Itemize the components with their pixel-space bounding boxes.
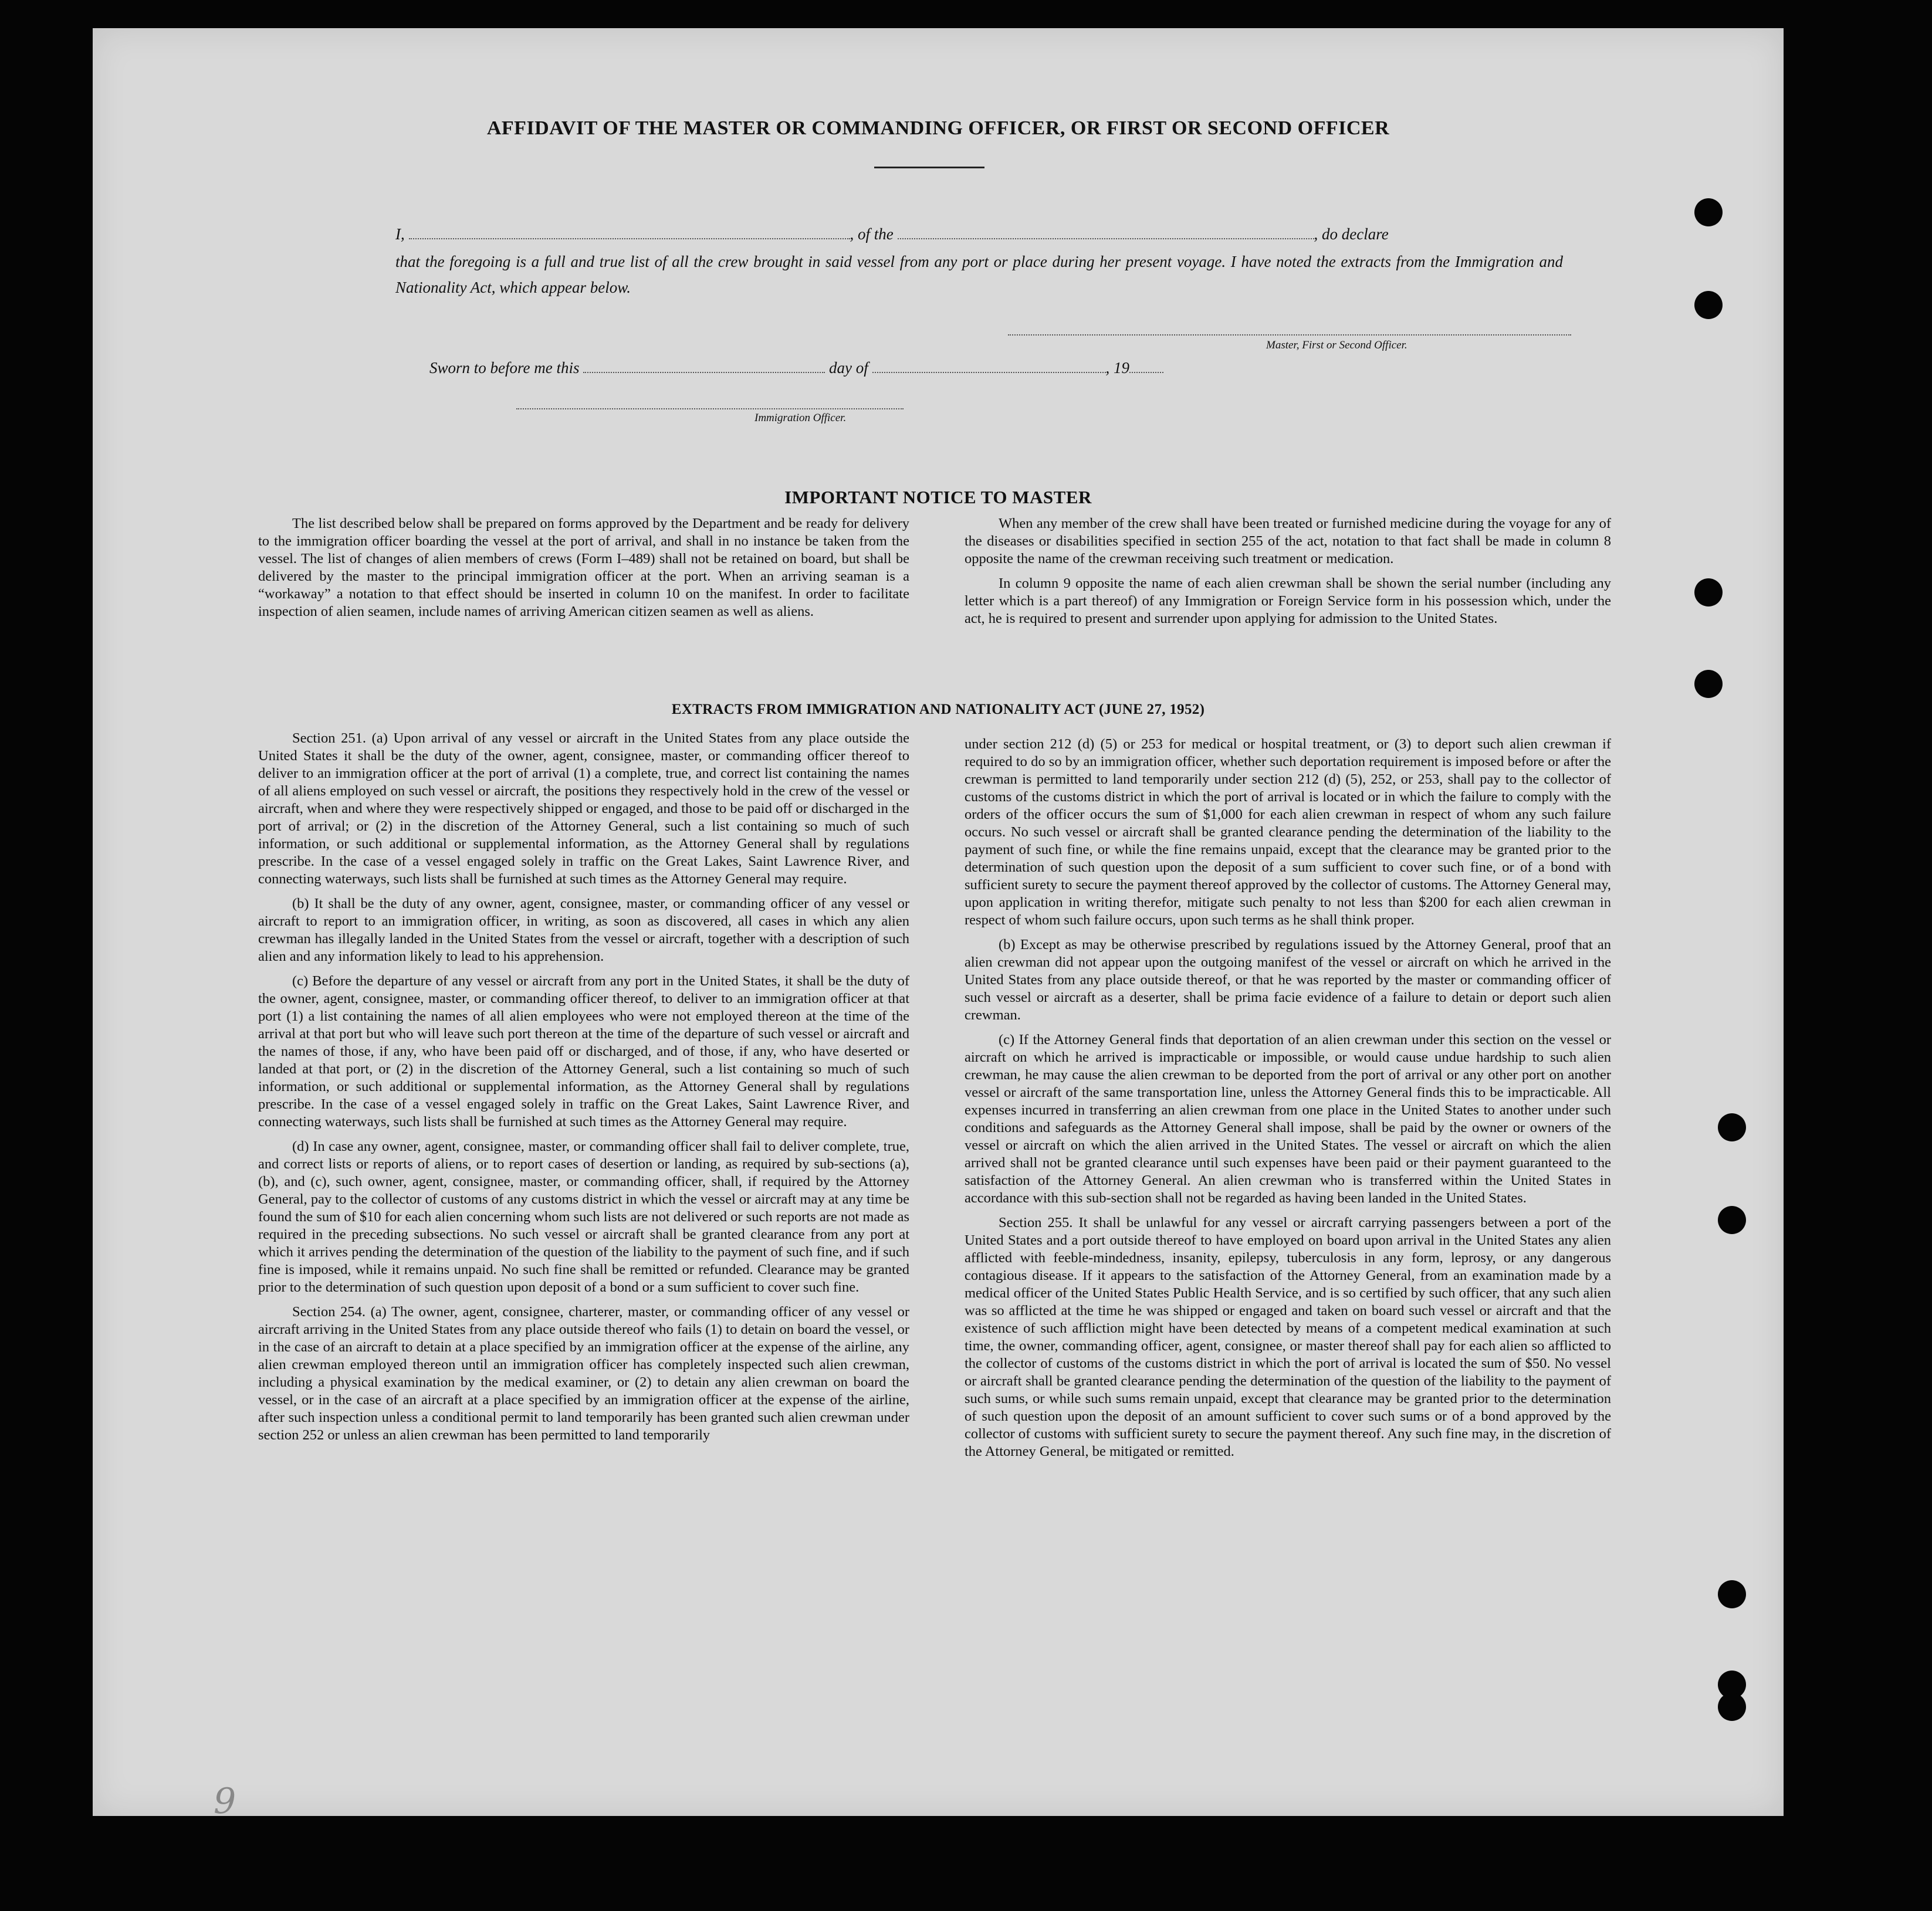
extracts-left-column [258, 730, 909, 1451]
punch-hole [1694, 291, 1723, 319]
notice-left-column [258, 515, 909, 628]
vessel-name-field[interactable] [898, 226, 1314, 239]
section-254-b: (b) Except as may be otherwise prescribed by regulations issued by the Attorney General, proof that an alien crewman did not appear upon the outgoing manifest of the vessel or aircraft on which he arrived in the United States from any place outside thereof, or that he was reported by the master or commanding officer of such vessel or aircraft as a deserter, shall be prima facie evidence of a failure to detain or deport such alien crewman. [965, 937, 1611, 1023]
section-255: Section 255. It shall be unlawful for any vessel or aircraft carrying passengers between a port of the United States and a port outside thereof to have employed on board upon arrival in the United States any alien afflicted with feeble-mindedness, insanity, epilepsy, tuberculosis in any form, leprosy, or any dangerous contagious disease. If it appears to the satisfaction of the Attorney General, from an examination made by a medical officer of the United States Public Health Service, and is so certified by such officer, that any such alien was so afflicted at the time he was shipped or engaged and taken on board such vessel or aircraft and that the existence of such affliction might have been detected by means of a competent medical examination at such time, the owner, commanding officer, agent, consignee, or master thereof shall pay for each alien so afflicted to the collector of customs of the customs district in which the port of arrival is located the sum of $50. No vessel or aircraft shall be granted clearance pending the determination of the question of the liability to the payment of such sums, or while such sums remain unpaid, except that clearance may be granted prior to the determination of such question upon the deposit of an amount sufficient to cover such sums or of a bond approved by the collector of customs with sufficient surety to secure the payment thereof. Any such fine may, in the discretion of the Attorney General, be mitigated or remitted. [965, 1215, 1611, 1459]
of-the-label: , of the [850, 225, 894, 243]
section-254-a-continued: under section 212 (d) (5) or 253 for medical or hospital treatment, or (3) to deport such alien crewman if required to do so by an immigration officer, whether such deportation requirement is imposed before or after the crewman is permitted to land temporarily under section 212 (d) (5), 252, or 253, shall pay to the collector of customs of the customs district in which the port of arrival is located or in which the failure to comply with the orders of the officer occurs the sum of $1,000 for each alien crewman in respect of whom any such failure occurs. No such vessel or aircraft shall be granted clearance pending the determination of the liability to the payment of such fine, or while the fine remains unpaid, except that the clearance may be granted prior to the determination of such question upon the deposit of a sum sufficient to cover such fine, or of a bond with sufficient surety to secure the payment thereof approved by the collector of customs. The Attorney General may, upon application in writing therefor, mitigate such penalty to not less than $200 for each alien crewman in respect of whom such failure occurs, upon such terms as he shall think proper. [965, 736, 1611, 928]
section-254-a: Section 254. (a) The owner, agent, consignee, charterer, master, or commanding officer of any vessel or aircraft arriving in the United States from any place outside thereof who fails (1) to detain on board the vessel, or in the case of an aircraft to detain at a place specified by an immigration officer at the expense of the airline, any alien crewman employed thereon until an immigration officer has completely inspected such alien crewman, including a physical examination by the medical examiner, or (2) to detain any alien crewman on board the vessel, or in the case of an aircraft at a place specified by an immigration officer at the expense of the airline, after such inspection unless a conditional permit to land temporarily has been granted such alien crewman under section 252 or unless an alien crewman has been permitted to land temporarily [258, 1304, 909, 1443]
punch-hole [1718, 1693, 1746, 1721]
punch-hole [1718, 1580, 1746, 1608]
handwritten-page-number: 9 [214, 1781, 236, 1822]
section-251-b: (b) It shall be the duty of any owner, agent, consignee, master, or commanding officer of any vessel or aircraft to report to an immigration officer, in writing, as soon as discovered, all cases in which any alien crewman has illegally landed in the United States from the vessel or aircraft, together with a description of such alien and any information likely to lead to his apprehension. [258, 896, 909, 964]
extracts-right-column [965, 736, 1611, 1468]
section-251-d: (d) In case any owner, agent, consignee, master, or commanding officer shall fail to deliver complete, true, and correct lists or reports of aliens, or to report cases of desertion or landing, as required by sub-sections (a), (b), and (c), such owner, agent, consignee, master, or commanding officer, shall, if required by the Attorney General, pay to the collector of customs of any customs district in which the vessel or aircraft may at any time be found the sum of $10 for each alien concerning whom such lists are not delivered or such reports are not made as required in the preceding subsections. No such vessel or aircraft shall be granted clearance from any port at which it arrives pending the determination of the question of the liability to the payment of such fine, and if such fine is imposed, while it remains unpaid. No such fine shall be remitted or refunded. Clearance may be granted prior to the determination of such question upon deposit of a bond or a sum sufficient to cover such fine. [258, 1139, 909, 1295]
punch-hole [1694, 670, 1723, 698]
notice-right-paragraph: When any member of the crew shall have been treated or furnished medicine during the voyage for any of the diseases or disabilities specified in section 255 of the act, notation to that fact shall be made in column 8 opposite the name of the crewman receiving such treatment or medication. [965, 516, 1611, 567]
officer-signature-label: Immigration Officer. [754, 412, 847, 424]
sworn-label: Sworn to before me this [429, 359, 580, 377]
sworn-year-field[interactable] [1129, 360, 1163, 373]
punch-hole [1694, 578, 1723, 606]
notice-left-paragraph: The list described below shall be prepared on forms approved by the Department and be ready for delivery to the immigration officer boarding the vessel at the port of arrival, and shall in no instance be taken from the vessel. The list of changes of alien members of crews (Form I–489) shall not be retained on board, but shall be delivered by the master to the principal immigration officer at the port. When an arriving seaman is a “workaway” a notation to that effect should be inserted in column 10 on the manifest. In order to facilitate inspection of alien seamen, include names of arriving American citizen seamen as well as aliens. [258, 516, 909, 619]
notice-right-column [965, 515, 1611, 635]
section-254-c: (c) If the Attorney General finds that deportation of an alien crewman under this section on the vessel or aircraft on which he arrived is impracticable or impossible, or would cause undue hardship to such alien crewman, he may cause the alien crewman to be deported from the port of arrival or any other port on another vessel or aircraft of the same transportation line, unless the Attorney General finds this to be impracticable. All expenses incurred in transferring an alien crewman from one place in the United States to another under such conditions and safeguards as the Attorney General shall impose, shall be paid by the owner or owners of the vessel or aircraft on which the alien arrived in the United States. The vessel or aircraft on which the alien arrived shall not be granted clearance until such expenses have been paid or their payment guaranteed to the satisfaction of the Attorney General. An alien crewman who is transferred within the United States in accordance with this sub-section shall not be regarded as having been landed in the United States. [965, 1032, 1611, 1206]
master-signature-label: Master, First or Second Officer. [1266, 339, 1407, 351]
declaration-text: that the foregoing is a full and true list of all the crew brought in said vessel from any port or place during her present voyage. I have noted the extracts from the Immigration and Nationality Act, which appear below. [395, 253, 1563, 296]
sworn-line [429, 359, 1163, 377]
punch-hole [1718, 1206, 1746, 1234]
affidavit-title: AFFIDAVIT OF THE MASTER OR COMMANDING OFFICER, OR FIRST OR SECOND OFFICER [486, 117, 1390, 139]
title-divider [874, 167, 984, 168]
officer-signature-line[interactable] [516, 408, 904, 409]
document-page [93, 28, 1784, 1816]
sworn-month-field[interactable] [872, 360, 1106, 373]
notice-right-paragraph: In column 9 opposite the name of each alien crewman shall be shown the serial number (including any letter which is a part thereof) of any Immigration or Foreign Service form in his possession which, under the act, he is required to present and surrender upon applying for admission to the United States. [965, 575, 1611, 626]
day-of-label: day of [829, 359, 868, 377]
punch-hole [1694, 198, 1723, 226]
do-declare-label: , do declare [1314, 225, 1389, 243]
section-251-c: (c) Before the departure of any vessel or aircraft from any port in the United States, it shall be the duty of the owner, agent, consignee, master, or commanding officer thereof, to deliver to an immigration officer at that port (1) a list containing the names of all alien employees who were not employed thereon at the time of the arrival at that port but who will leave such port thereon at the time of the departure of such vessel or aircraft and the names of those, if any, who have been paid off or discharged, and of those, if any, who have deserted or landed at that port, or (2) in the discretion of the Attorney General, such a list containing so much of such information, or such additional or supplemental information, as the Attorney General shall by regulations prescribe. In the case of a vessel engaged solely in traffic on the Great Lakes, Saint Lawrence River, and connecting waterways, such lists shall be furnished at such times as the Attorney General may require. [258, 973, 909, 1130]
extracts-title: EXTRACTS FROM IMMIGRATION AND NATIONALITY ACT (JUNE 27, 1952) [671, 702, 1205, 717]
i-label: I, [395, 225, 405, 243]
declarant-name-field[interactable] [409, 226, 850, 239]
year-label: , 19 [1105, 359, 1129, 377]
sworn-day-field[interactable] [583, 360, 825, 373]
master-signature-line[interactable] [1008, 334, 1571, 336]
declaration-first-line [395, 225, 1563, 243]
notice-title: IMPORTANT NOTICE TO MASTER [784, 487, 1092, 507]
section-251-a: Section 251. (a) Upon arrival of any vessel or aircraft in the United States from any place outside the United States it shall be the duty of the owner, agent, consignee, master, or commanding officer thereof to deliver to an immigration officer at the port of arrival (1) a complete, true, and correct list containing the names of all aliens employed on such vessel or aircraft, the positions they respectively hold in the crew of the vessel or aircraft, when and where they were respectively shipped or engaged, and those to be paid off or discharged in the port of arrival; or (2) in the discretion of the Attorney General, such a list containing so much of such information, or such additional or supplemental information, as the Attorney General shall by regulations prescribe. In the case of a vessel engaged solely in traffic on the Great Lakes, Saint Lawrence River, and connecting waterways, such lists shall be furnished at such times as the Attorney General may require. [258, 730, 909, 887]
punch-hole [1718, 1113, 1746, 1141]
